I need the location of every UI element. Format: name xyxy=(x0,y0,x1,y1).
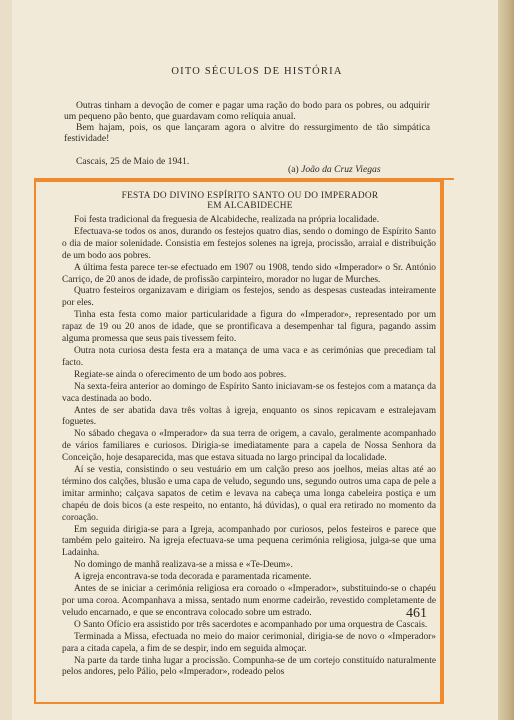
book-spine xyxy=(498,0,514,720)
article-paragraph: Antes de ser abatida dava três voltas à igreja, enquanto os sinos repicavam e estralejavam foguetes. xyxy=(62,405,436,428)
article-paragraph: Foi festa tradicional da freguesia de Alcabideche, realizada na própria localidade. xyxy=(74,215,380,225)
article-paragraph: Em seguida dirigia-se para a Igreja, acompanhado por curiosos, pelos festeiros e parece que também pelo gaiteiro. Na igreja efectuava-se uma pequena cerimónia religiosa, julga-se que uma Ladainha. xyxy=(62,524,436,559)
article-paragraph: Quatro festeiros organizavam e dirigiam os festejos, sendo as despesas custeadas inteiramente por eles. xyxy=(62,286,436,309)
article-paragraph: No sábado chegava o «Imperador» da sua terra de origem, a cavalo, geralmente acompanhado de vários familiares e curiosos. Dirigia-se imediatamente para a capela de Nossa Senhora da Conceição, hoje desaparecida, mas que estava situada no largo principal da localidade. xyxy=(62,429,436,464)
article-paragraph: Antes de se iniciar a cerimónia religiosa era coroado o «Imperador», substituindo-se o chapéu por uma coroa. Acompanhava a missa, sentado num enorme cadeirão, revestido completamente de veludo encarnado, e que se encontrava colocado sobre um estrado. xyxy=(62,584,436,618)
article-paragraph: A igreja encontrava-se toda decorada e paramentada ricamente. xyxy=(74,572,312,583)
article-paragraph: Terminada a Missa, efectuada no meio do maior cerimonial, dirigia-se de novo o «Imperador» para a citada capela, a fim de se despir, indo em seguida almoçar. xyxy=(62,631,436,654)
article-paragraph: Na parte da tarde tinha lugar a procissão. Compunha-se de um cortejo constituído naturalmente pelos andores, pelo Pálio, pelo «Imperador», rodeado pelos xyxy=(62,655,436,678)
intro-paragraph: Outras tinham a devoção de comer e pagar uma ração do bodo para os pobres, ou adquirir um pequeno pão bento, que guardavam como relíquia anual. xyxy=(64,100,430,122)
intro-text xyxy=(64,100,430,167)
frame-right-rule xyxy=(442,180,444,704)
article-paragraph: Regiate-se ainda o oferecimento de um bodo aos pobres. xyxy=(74,369,287,380)
intro-paragraph: Bem hajam, pois, os que lançaram agora o alvitre do ressurgimento de tão simpática festividade! xyxy=(64,122,430,144)
article-paragraph: A última festa parece ter-se efectuado em 1907 ou 1908, tendo sido «Imperador» o Sr. António Carriço, de 20 anos de idade, de profissão carpinteiro, morador no lugar de Murches. xyxy=(62,262,436,285)
article-title-line: EM ALCABIDECHE xyxy=(207,201,293,211)
running-head: OITO SÉCULOS DE HISTÓRIA xyxy=(171,66,343,77)
article-paragraph: O Santo Ofício era assistido por três sacerdotes e acompanhado por uma orquestra de Cascais. xyxy=(74,619,428,630)
article-paragraph: Tinha esta festa como maior particularidade a figura do «Imperador», representado por um rapaz de 19 ou 20 anos de idade, que se prontificava a desempenhar tal figura, pagando assim alguma promessa que seus pais tivessem feito. xyxy=(62,310,436,345)
article-paragraph: Na sexta-feira anterior ao domingo de Espírito Santo iniciavam-se os festejos com a matança da vaca destinada ao bodo. xyxy=(62,381,436,404)
article-paragraph: Aí se vestia, consistindo o seu vestuário em um calção preso aos joelhos, meias altas até ao término dos calções, blusão e uma capa de veludo, segundo uns, segundo outros uma capa de pele a imitar arminho; calçava sapatos de cetim e levava na cabeça uma longa cabeleira postiça e um chapéu de dois bicos (a este respeito, no entanto, há dúvidas), o qual era retirado no momento da coroação. xyxy=(62,465,436,523)
article-paragraph: No domingo de manhã realizava-se a missa e «Te-Deum». xyxy=(74,560,293,571)
article-paragraph: Outra nota curiosa desta festa era a matança de uma vaca e as cerimónias que precediam tal facto. xyxy=(62,345,436,368)
article-body xyxy=(62,215,436,679)
article-paragraph: Efectuava-se todos os anos, durando os festejos quatro dias, sendo o domingo de Espírito Santo o dia de maior solenidade. Consistia em festejos solenes na igreja, procissão, arraial e distribuição de um bodo aos pobres. xyxy=(62,226,436,261)
article-title-line: FESTA DO DIVINO ESPÍRITO SANTO OU DO IMPERADOR xyxy=(121,191,379,201)
article-title xyxy=(60,191,440,211)
page-number: 461 xyxy=(406,606,427,621)
signature-author: João da Cruz Viegas xyxy=(301,164,381,175)
intro-date: Cascais, 25 de Maio de 1941. xyxy=(76,156,190,167)
signature xyxy=(288,164,381,175)
signature-prefix: (a) xyxy=(288,164,299,175)
